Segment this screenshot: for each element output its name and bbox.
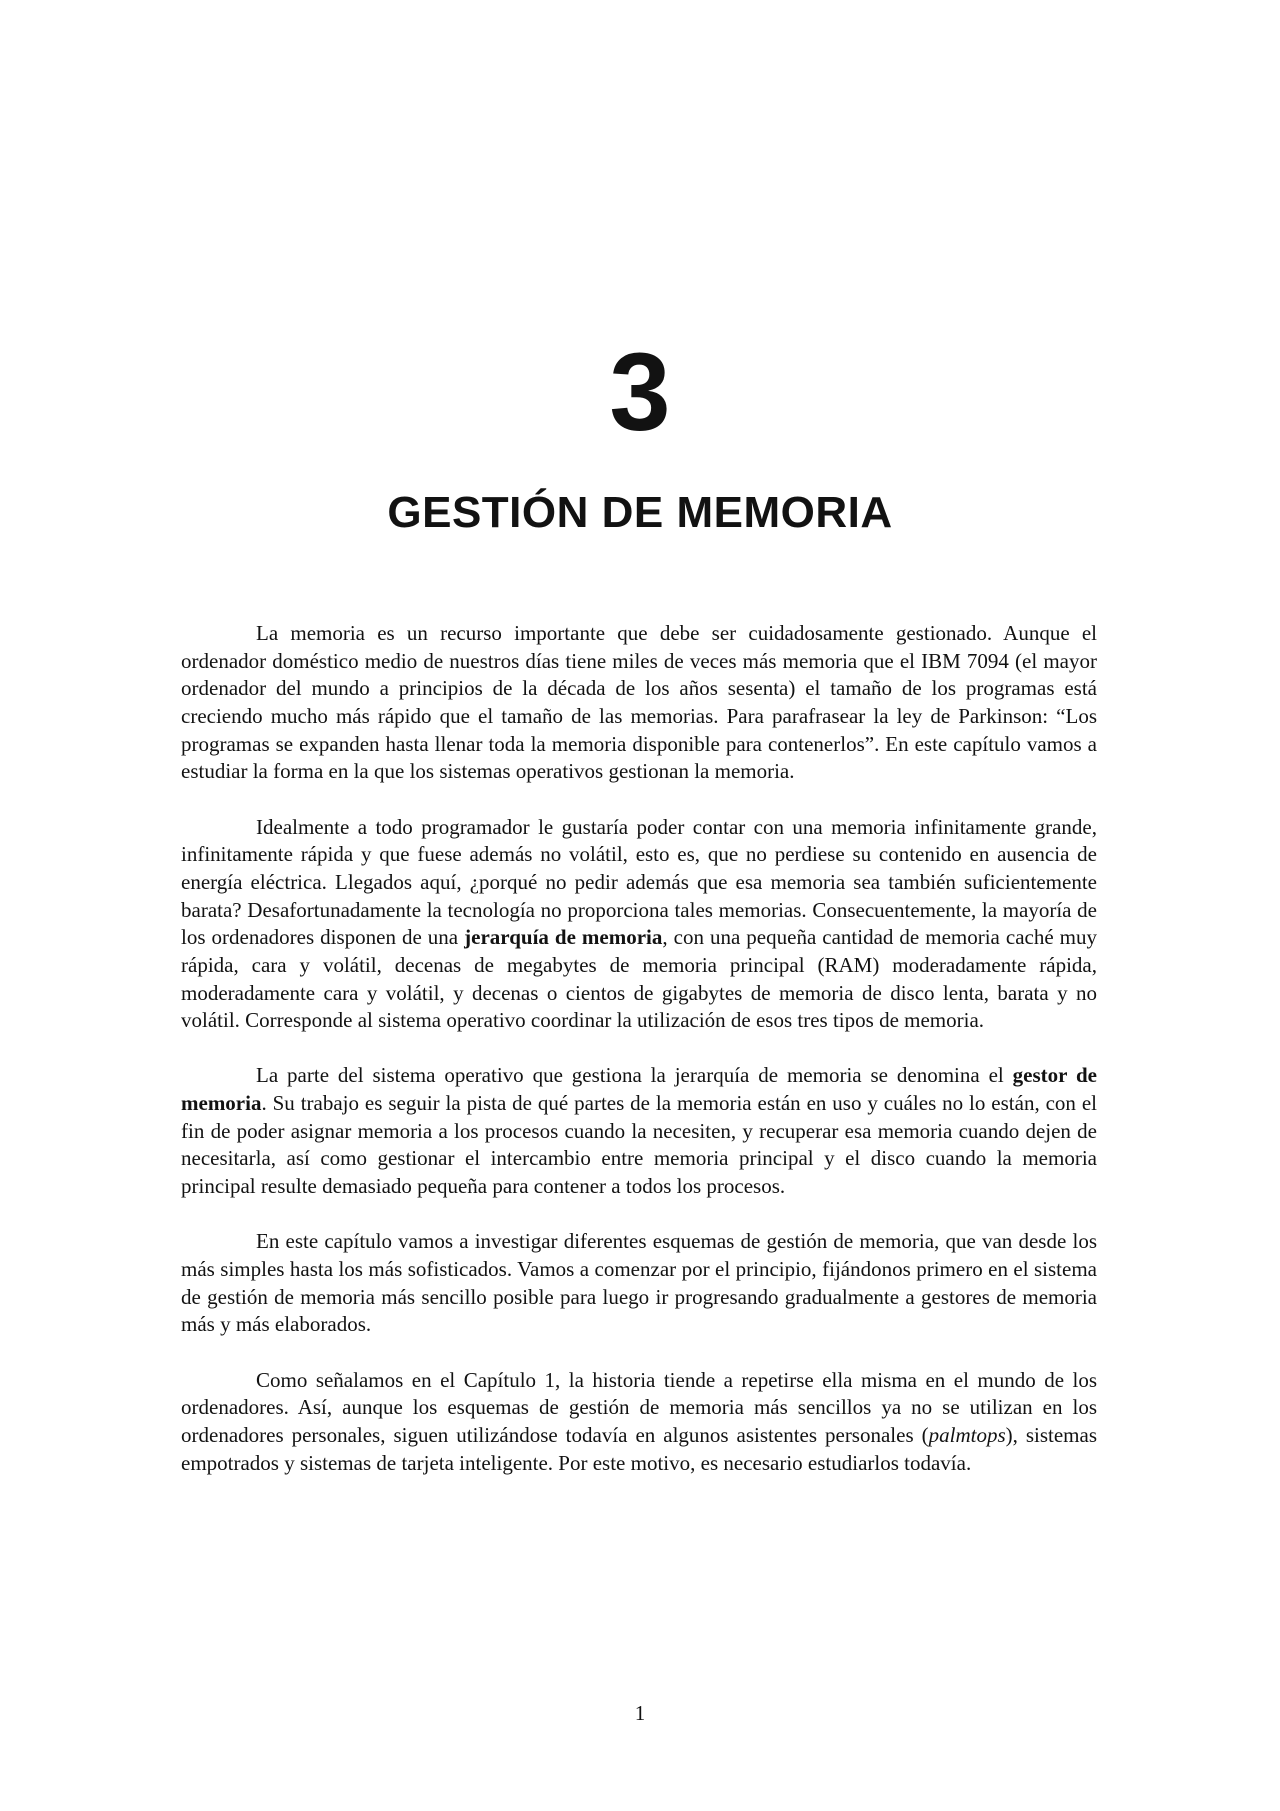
body-text — [181, 620, 1097, 1505]
paragraph-memory-hierarchy-pre: Idealmente a todo programador le gustaría poder contar con una memoria infinitamente grande, infinitamente rápida y que fuese además no volátil, esto es, que no perdiese su contenido en ausencia de energía eléctrica. Llegados aquí, ¿porqué no pedir además que esa memoria sea también suficientemente barata? Desafortunadamente la tecnología no proporciona tales memorias. Consecuentemente, la mayoría de los ordenadores disponen de una — [181, 814, 1097, 950]
term-jerarquia-de-memoria: jerarquía de memoria — [464, 925, 663, 950]
paragraph-history — [181, 1367, 1097, 1478]
paragraph-memory-manager — [181, 1062, 1097, 1200]
paragraph-chapter-plan-text: En este capítulo vamos a investigar diferentes esquemas de gestión de memoria, que van desde los más simples hasta los más sofisticados. Vamos a comenzar por el principio, fijándonos primero en el sistema de gestión de memoria más sencillo posible para luego ir progresando gradualmente a gestores de memoria más y más elaborados. — [181, 1229, 1097, 1337]
paragraph-memory-hierarchy — [181, 814, 1097, 1035]
chapter-title: GESTIÓN DE MEMORIA — [387, 488, 893, 537]
paragraph-chapter-plan — [181, 1228, 1097, 1339]
page-number: 1 — [634, 1701, 646, 1725]
paragraph-intro — [181, 620, 1097, 786]
term-palmtops: palmtops — [928, 1422, 1006, 1447]
paragraph-memory-manager-post: . Su trabajo es seguir la pista de qué partes de la memoria están en uso y cuáles no lo están, con el fin de poder asignar memoria a los procesos cuando la necesiten, y recuperar esa memoria cuando dejen de necesitarla, así como gestionar el intercambio entre memoria principal y el disco cuando la memoria principal resulte demasiado pequeña para contener a todos los procesos. — [181, 1091, 1097, 1199]
chapter-number: 3 — [609, 331, 671, 454]
paragraph-memory-hierarchy-post: , con una pequeña cantidad de memoria caché muy rápida, cara y volátil, decenas de megabytes de memoria principal (RAM) moderadamente rápida, moderadamente cara y volátil, y decenas o cientos de gigabytes de memoria de disco lenta, barata y no volátil. Corresponde al sistema operativo coordinar la utilización de esos tres tipos de memoria. — [181, 925, 1098, 1033]
paragraph-intro-text: La memoria es un recurso importante que debe ser cuidadosamente gestionado. Aunque el ordenador doméstico medio de nuestros días tiene miles de veces más memoria que el IBM 7094 (el mayor ordenador del mundo a principios de la década de los años sesenta) el tamaño de los programas está creciendo mucho más rápido que el tamaño de las memorias. Para parafrasear la ley de Parkinson: “Los programas se expanden hasta llenar toda la memoria disponible para contenerlos”. En este capítulo vamos a estudiar la forma en la que los sistemas operativos gestionan la memoria. — [181, 621, 1097, 784]
paragraph-history-pre: Como señalamos en el Capítulo 1, la historia tiende a repetirse ella misma en el mundo de los ordenadores. Así, aunque los esquemas de gestión de memoria más sencillos ya no se utilizan en los ordenadores personales, siguen utilizándose todavía en algunos asistentes personales ( — [181, 1367, 1097, 1447]
paragraph-memory-manager-pre: La parte del sistema operativo que gestiona la jerarquía de memoria se denomina el — [256, 1063, 1013, 1088]
term-gestor-de-memoria: gestor de memoria — [181, 1063, 1097, 1116]
paragraph-history-post: ), sistemas empotrados y sistemas de tarjeta inteligente. Por este motivo, es necesario estudiarlos todavía. — [181, 1422, 1097, 1475]
